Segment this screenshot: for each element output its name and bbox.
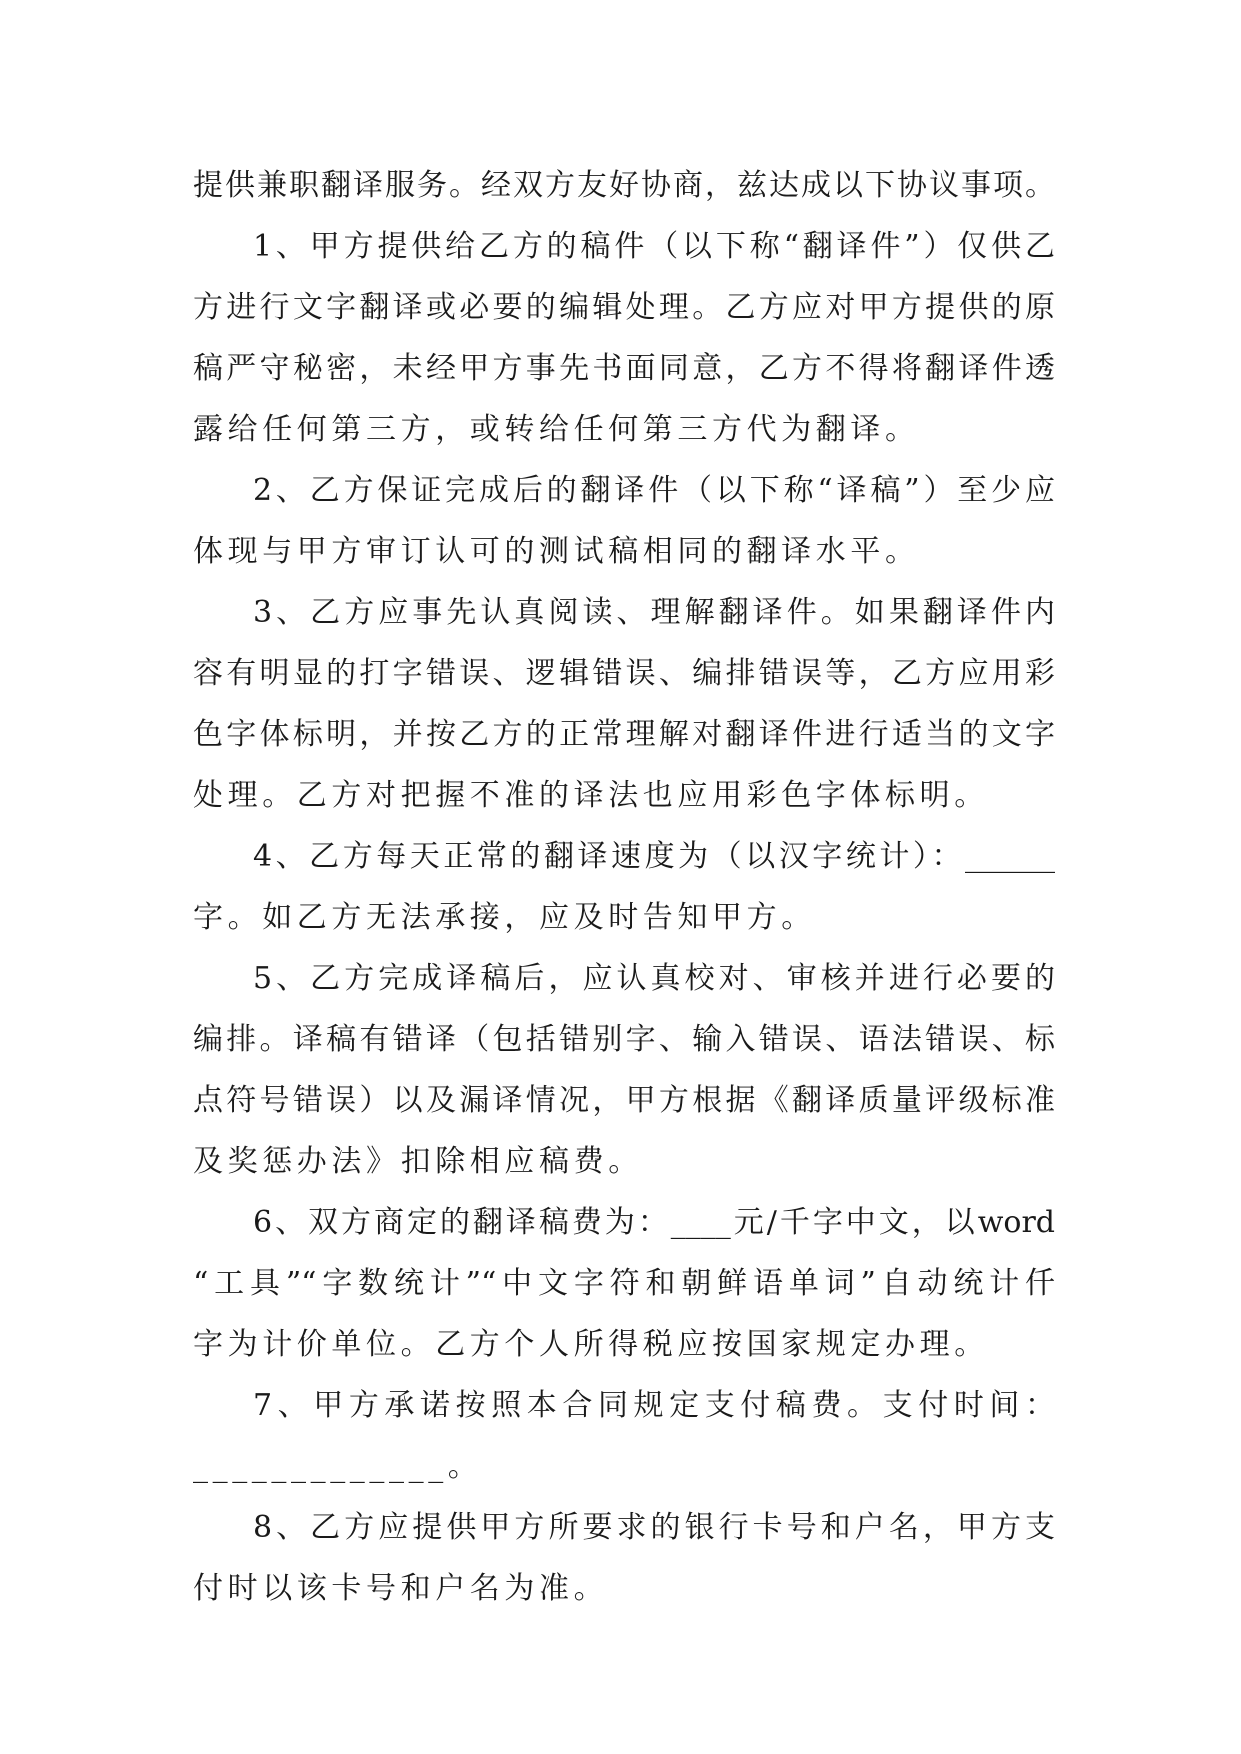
- paragraph-3-line: 色字体标明，并按乙方的正常理解对翻译件进行适当的文字: [193, 717, 1055, 752]
- text-line: 提供兼职翻译服务。经双方友好协商，兹达成以下协议事项。: [193, 168, 1055, 203]
- document-body: [193, 155, 1055, 1619]
- paragraph-6-line: “工具”“字数统计”“中文字符和朝鲜语单词”自动统计仟: [193, 1266, 1055, 1301]
- paragraph-5-line: 点符号错误）以及漏译情况，甲方根据《翻译质量评级标准: [193, 1083, 1055, 1118]
- paragraph-2-line: 2、乙方保证完成后的翻译件（以下称“译稿”）至少应: [253, 473, 1055, 508]
- paragraph-4-line: 字。如乙方无法承接，应及时告知甲方。: [193, 900, 816, 935]
- paragraph-1-line: 稿严守秘密，未经甲方事先书面同意，乙方不得将翻译件透: [193, 351, 1055, 386]
- paragraph-1-line: 露给任何第三方，或转给任何第三方代为翻译。: [193, 412, 920, 447]
- paragraph-5-line: 5、乙方完成译稿后，应认真校对、审核并进行必要的: [253, 961, 1055, 996]
- paragraph-8-line: 8、乙方应提供甲方所要求的银行卡号和户名，甲方支: [253, 1510, 1055, 1545]
- paragraph-8-line: 付时以该卡号和户名为准。: [193, 1571, 609, 1606]
- paragraph-1-line: 1、甲方提供给乙方的稿件（以下称“翻译件”）仅供乙: [253, 229, 1055, 264]
- paragraph-3-line: 容有明显的打字错误、逻辑错误、编排错误等，乙方应用彩: [193, 656, 1055, 691]
- paragraph-5-line: 及奖惩办法》扣除相应稿费。: [193, 1144, 643, 1179]
- paragraph-1-line: 方进行文字翻译或必要的编辑处理。乙方应对甲方提供的原: [193, 290, 1055, 325]
- paragraph-6-line: 字为计价单位。乙方个人所得税应按国家规定办理。: [193, 1327, 989, 1362]
- paragraph-3-line: 3、乙方应事先认真阅读、理解翻译件。如果翻译件内: [253, 595, 1055, 630]
- paragraph-2-line: 体现与甲方审订认可的测试稿相同的翻译水平。: [193, 534, 920, 569]
- paragraph-3-line: 处理。乙方对把握不准的译法也应用彩色字体标明。: [193, 778, 989, 813]
- paragraph-5-line: 编排。译稿有错译（包括错别字、输入错误、语法错误、标: [193, 1022, 1055, 1057]
- paragraph-7-line: 7、甲方承诺按照本合同规定支付稿费。支付时间：: [253, 1388, 1055, 1423]
- paragraph-7-line: _____________。: [193, 1449, 483, 1484]
- paragraph-4-line: 4、乙方每天正常的翻译速度为（以汉字统计）：______: [253, 839, 1055, 874]
- paragraph-6-line: 6、双方商定的翻译稿费为：____元/千字中文，以word: [253, 1205, 1055, 1240]
